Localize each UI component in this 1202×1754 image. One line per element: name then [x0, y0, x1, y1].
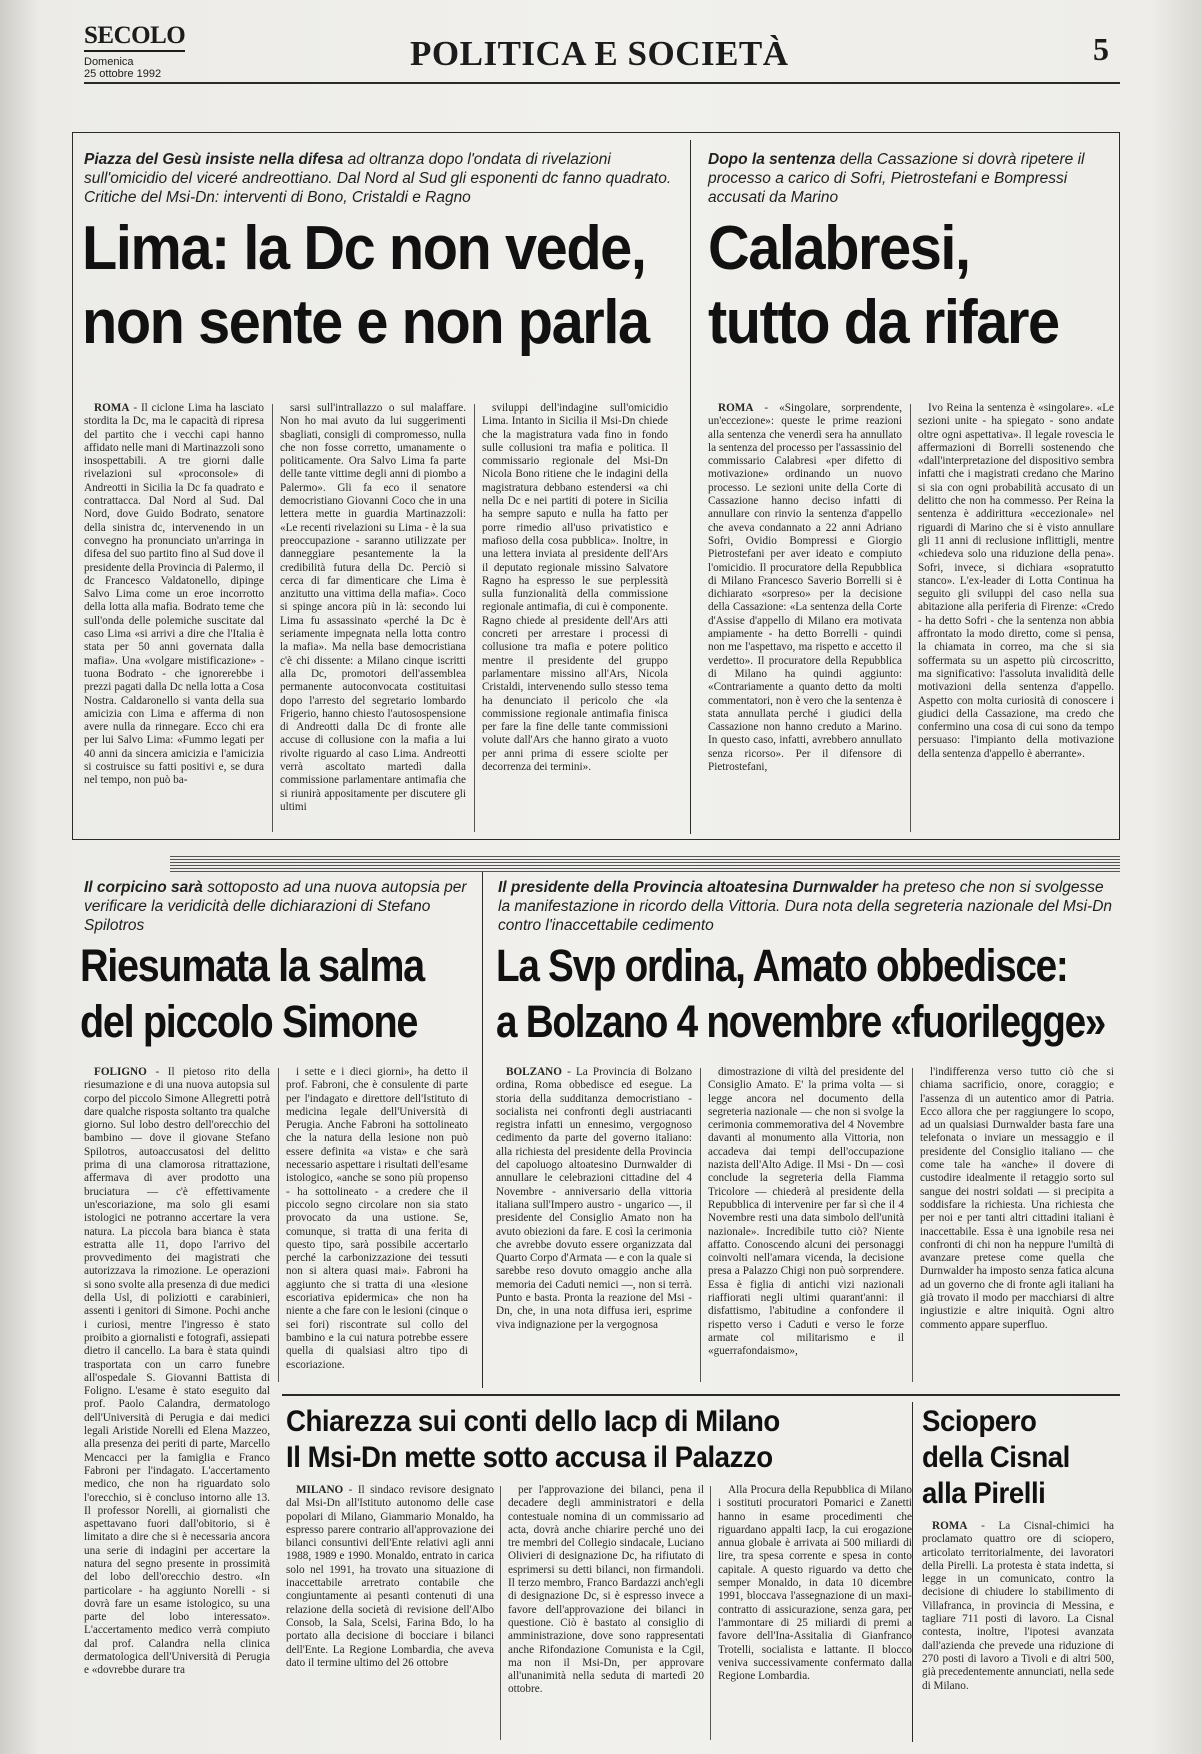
simone-column-2 — [286, 1066, 468, 1384]
calabresi-kicker — [708, 150, 1108, 207]
svp-col2-text: dimostrazione di viltà del presidente del Consiglio Amato. E' la prima volta — si legge ancora nel documento della segreteria nazionale — che non si svolge la cerimonia commemorativa del 4 Novembre davanti al monumento alla Vittoria, non accadeva dai tempi dell'occupazione nazista dell'Alto Adige. Il Msi - Dn — così conclude la segreteria della Fiamma Tricolore — chiederà al presidente della Repubblica di intervenire per far sì che il 4 Novembre resti una data simbolo dell'unità nazionale». Incredibile tutto ciò? Niente affatto. Conoscendo alcuni dei personaggi coinvolti nell'amara vicenda, la decisione presa a Palazzo Chigi non può sorprendere. Essa è figlia di antichi vizi nazionali riaffiorati negli ultimi quarant'anni: il disfattismo, l'abitudine a confondere il rispetto verso i Caduti e verso le forze armate col militarismo e il «guerrafondaismo», — [708, 1066, 904, 1358]
iacp-col1-text: - Il sindaco revisore designato dal Msi-Dn all'Istituto autonomo delle case popolari di Milano, Giammario Monaldo, ha espresso parere contrario all'approvazione dei bilanci consuntivi dell'Ente relativi agli anni 1988, 1989 e 1990. Monaldo, entrato in carica solo nel 1991, ha trovato una situazione di inaccettabile arretrato contabile che congiuntamente ai pesanti contenuti di una relazione della società di revisione dell'Albo Consob, la Sala, Scelsi, Farina Bdo, lo ha portato alla decisione di bocciare i bilanci dell'Ente. La Regione Lombardia, che aveva dato il termine ultimo del 26 ottobre — [286, 1484, 494, 1669]
simone-dateline: FOLIGNO — [94, 1066, 147, 1078]
svp-col3-text: l'indifferenza verso tutto ciò che si chiama sacrificio, onore, coraggio; e l'assenza di un autentico amor di Patria. Ecco allora che per raggiungere lo scopo, ad un qualsiasi Durnwalder basta fare una telefonata o inviare un messaggio e il presidente del Consiglio italiano — che come tale ha «anche» il dovere di custodire idealmente il retaggio sorto sul sangue dei nostri soldati — si precipita a soddisfare la richiesta. Una richiesta che per noi e per tanti altri cittadini italiani è inaccettabile. Essa è una ignobile resa nei confronti di chi non ha neppure l'umiltà di avanzare pretese come quella che Durnwalder ha imposto senza fatica alcuna ad un governo che di fronte agli italiani ha già trovato il modo per macchiarsi di altre ingiustizie e altre iniquità. Ogni altro commento appare superfluo. — [920, 1066, 1114, 1331]
article-separator — [912, 1402, 913, 1742]
cisnal-headline — [922, 1404, 1070, 1512]
iacp-headline-line-2: Il Msi-Dn mette sotto accusa il Palazzo — [286, 1441, 773, 1474]
calabresi-kicker-text: della Cassazione si dovrà ripetere il processo a carico di Sofri, Pietrostefani e Bompressi accusati da Marino — [708, 151, 1085, 206]
iacp-headline — [286, 1404, 780, 1476]
calabresi-col1-text: - «Singolare, sorprendente, un'eccezione»: queste le prime reazioni alla sentenza che venerdì sera ha annullato la sentenza del processo per l'assassinio del commissario Calabresi «per difetto di motivazione» ordinando un nuovo processo. Le sezioni unite della Corte di Cassazione hanno deciso infatti di annullare con rinvio la sentenza d'appello che aveva condannato a 22 anni Adriano Sofri, Ovidio Bompressi e Giorgio Pietrostefani per aver ideato e compiuto l'omicidio. Il procuratore della Repubblica di Milano Francesco Saverio Borrelli si è dichiarato «sorpreso» per la decisione della Cassazione: «La sentenza della Corte d'Assise d'appello di Milano era motivata ampiamente - ha detto Borrelli - quindi non me l'aspettavo, ma rispetto e accetto il verdetto». Il procuratore della Repubblica di Milano ha quindi aggiunto: «Contrariamente a quanto detto da molti commentatori, non è vero che la sentenza è stata annullata perché i giudici della Cassazione non hanno creduto a Marino. In questo caso, infatti, avrebbero annullato senza ricorso». Per il difensore di Pietrostefani, — [708, 402, 902, 774]
page-number: 5 — [1093, 31, 1109, 67]
iacp-column-3 — [718, 1484, 912, 1742]
cisnal-col1-text: - La Cisnal-chimici ha proclamato quattro ore di sciopero, articolato territorialmente, dei lavoratori della Pirelli. La protesta è stata indetta, si legge in un comunicato, contro la decisione di chiudere lo stabilimento di Villafranca, in provincia di Messina, e tagliare 711 posti di lavoro. La Cisnal contesta, inoltre, l'ipotesi avanzata dall'azienda che prevede una riduzione di 270 posti di lavoro a Tivoli e di altri 500, già precedentemente annunciati, nella sede di Milano. — [922, 1520, 1114, 1692]
simone-col1-text: - Il pietoso rito della riesumazione e di una nuova autopsia sul corpo del piccolo Simone Allegretti potrà dare qualche risposta soltanto tra qualche giorno. Sul lobo destro dell'orecchio del bambino — dove il giovane Stefano Spilotros, autoaccusatosi del delitto prima di una clamorosa ritrattazione, affermava di aver prodotto una bruciatura — c'è effettivamente un'escoriazione, ma solo gli esami istologici ne potranno accertare la vera natura. La piccola bara bianca è stata estratta alle 11, dopo l'arrivo del provvedimento dei magistrati che autorizzava la rimozione. Le operazioni si sono svolte alla presenza di due medici della Usl, di poliziotti e carabinieri, assenti i genitori di Simone. Pochi anche i curiosi, mentre l'ingresso è stato proibito a giornalisti e fotografi, assiepati dietro il cancello. La bara è stata quindi trasportata con un carro funebre all'ospedale S. Giovanni Battista di Foligno. L'esame è stato eseguito dal prof. Paolo Calandra, dermatologo dell'Università di Perugia e dai medici legali Aristide Norelli ed Elena Mazzeo, alla presenza dei periti di parte, Marcello Mencacci per la famiglia e Franco Fabroni per l'indagato. L'accertamento medico, che non ha riguardato solo l'orecchio, si è concluso intorno alle 13. Il professor Norelli, ai giornalisti che aspettavano fuori dall'obitorio, si è limitato a dire che si è necessaria ancora una serie di indagini per accertare la natura del segno presente in prossimità del lobo dell'orecchio destro. «In particolare - ha aggiunto Norelli - si dovrà fare un esame istologico, su una parte del lobo interessato». L'accertamento medico verrà compiuto dal prof. Calandra nella clinica dermatologica dell'Università di Perugia e «dovrebbe durare tra — [84, 1066, 270, 1677]
bottom-section-rule — [282, 1394, 1120, 1396]
column-rule — [272, 404, 273, 832]
calabresi-headline — [708, 212, 1059, 360]
lima-col3-text: sviluppi dell'indagine sull'omicidio Lima. Intanto in Sicilia il Msi-Dn chiede che la magistratura vada fino in fondo sulle collusioni tra mafia e politica. Il commissario regionale del Msi-Dn Nicola Bono ritiene che le indagini della magistratura debbano estendersi «a chi nella Dc e nei partiti di potere in Sicilia ha sempre saputo e nulla ha fatto per porre rimedio all'uso privatistico e mafioso della cosa pubblica». Inoltre, in una lettera inviata al presidente dell'Ars il deputato regionale missino Salvatore Ragno ha espresso le sue perplessità sulla funzionalità della commissione regionale antimafia, di cui è componente. Ragno chiede al presidente dell'Ars atti concreti per arrestare i processi di collusione tra mafia e potere politico mentre il presidente del gruppo parlamentare missino all'Ars, Nicola Cristaldi, intervenendo sullo stesso tema ha denunciato il pericolo che «la commissione regionale antimafia finisca per fare la fine delle tante commissioni volute dall'Ars che hanno girato a vuoto per anni prima di essere sciolte per decorrenza dei termini». — [482, 402, 668, 774]
column-rule — [500, 1486, 501, 1740]
cisnal-headline-line-1: Sciopero — [922, 1405, 1037, 1438]
calabresi-headline-line-1: Calabresi, — [708, 214, 970, 283]
svp-headline — [496, 938, 1105, 1050]
top-rule — [84, 82, 1120, 84]
simone-col2-text: i sette e i dieci giorni», ha detto il prof. Fabroni, che è consulente di parte per l'indagato e direttore dell'Istituto di medicina legale dell'Università di Perugia. Anche Fabroni ha sottolineato che la natura della lesione non può essere definita «a vista» e che sarà necessario aspettare i risultati dell'esame istologico, «anche se sono più propenso - ha sottolineato - a credere che il piccolo segno circolare non sia stato provocato da una ustione. Se, comunque, si tratta di una ferita di questo tipo, sarà possibile accertarlo perché la carbonizzazione dei tessuti non si altera quasi mai». Fabroni ha aggiunto che si tratta di una «lesione escoriativa epidermica» che non ha niente a che fare con le lesioni (cinque o sei fori) riscontrate sul collo del bambino e la cui natura potrebbe essere quella di qualsiasi altro tipo di escoriazione. — [286, 1066, 468, 1371]
svp-dateline: BOLZANO — [506, 1066, 562, 1078]
iacp-column-2 — [508, 1484, 704, 1742]
iacp-col2-text: per l'approvazione dei bilanci, pena il decadere degli amministratori e della contestuale nomina di un commissario ad acta, dovrà anche chiarire perché uno dei tre membri del Collegio sindacale, Luciano Olivieri di designazione Dc, ha rifiutato di esprimersi su detti bilanci, non firmandoli. Il terzo membro, Franco Bardazzi anch'egli di designazione Dc, si è espresso invece a favore dell'approvazione dei bilanci in questione. Ciò è bastato al consiglio di amministrazione, dove sono rappresentati anche Rifondazione Comunista e la Cgil, ma non il Msi-Dn, per approvare all'unanimità nella seduta di martedì 20 ottobre. — [508, 1484, 704, 1696]
svp-column-1 — [496, 1066, 692, 1384]
lima-kicker-text: ad oltranza dopo l'ondata di rivelazioni sull'omicidio del viceré andreottiano. Dal Nord al Sud gli esponenti dc fanno quadrato. Critiche del Msi-Dn: interventi di Bono, Cristaldi e Ragno — [84, 151, 672, 206]
article-separator — [482, 872, 483, 1388]
svp-headline-line-1: La Svp ordina, Amato obbedisce: — [496, 940, 1068, 991]
simone-kicker-text: sottoposto ad una nuova autopsia per verificare la veridicità delle dichiarazioni di Stefano Spilotros — [84, 879, 467, 934]
lima-headline-line-2: non sente e non parla — [82, 288, 649, 357]
svp-headline-line-2: a Bolzano 4 novembre «fuorilegge» — [496, 996, 1106, 1047]
cisnal-column-1 — [922, 1520, 1114, 1742]
simone-kicker-bold: Il corpicino sarà — [84, 879, 203, 896]
cisnal-dateline: ROMA — [932, 1520, 968, 1532]
column-rule — [910, 404, 911, 832]
iacp-dateline: MILANO — [296, 1484, 344, 1496]
cisnal-headline-line-2: della Cisnal — [922, 1441, 1070, 1474]
lima-column-1 — [84, 402, 264, 834]
simone-column-1 — [84, 1066, 270, 1742]
column-rule — [700, 1068, 701, 1382]
lima-column-2 — [280, 402, 466, 834]
calabresi-kicker-bold: Dopo la sentenza — [708, 151, 836, 168]
simone-headline-line-1: Riesumata la salma — [80, 940, 424, 991]
lima-dateline: ROMA — [94, 402, 130, 414]
svp-kicker-text: ha preteso che non si svolgesse la manifestazione in ricordo della Vittoria. Dura nota della segreteria nazionale del Msi-Dn contro l'inaccettabile cedimento — [498, 879, 1113, 934]
simone-kicker — [84, 878, 484, 935]
svp-column-2 — [708, 1066, 904, 1384]
lima-headline — [82, 212, 649, 360]
svp-kicker-bold: Il presidente della Provincia altoatesina Durnwalder — [498, 879, 878, 896]
iacp-headline-line-1: Chiarezza sui conti dello Iacp di Milano — [286, 1405, 780, 1438]
article-separator — [690, 140, 691, 834]
lima-kicker-bold: Piazza del Gesù insiste nella difesa — [84, 151, 344, 168]
simone-headline — [80, 938, 424, 1050]
masthead-day: Domenica — [84, 56, 134, 68]
calabresi-col2-text: Ivo Reina la sentenza è «singolare». «Le sezioni unite - ha spiegato - sono andate oltre ogni aspettativa». Il legale rovescia le affermazioni di Borrelli sostenendo che «dall'interpretazione del dispositivo sembra infatti che i magistrati credano che Marino si sia con ogni probabilità accusato di un delitto che non ha commesso. Per Reina la sentenza è addirittura «eccezionale» nel riguardi di Marino che si è visto annullare gli 11 anni di reclusione inflittigli, mentre «chiedeva solo una riduzione della pena». Sofri, invece, si dichiara «sopratutto stanco». L'ex-leader di Lotta Continua ha seguito gli sviluppi del caso nella sua abitazione alla periferia di Firenze: «Credo - ha detto Sofri - che la sentenza non abbia affrontato la modo diretto, come si pensa, la chiamata in correo, ma che si sia soffermata su un aspetto più circoscritto, ma significativo: l'assoluta invalidità delle motivazioni della sentenza d'appello. Aspetto con molta curiosità di conoscere i giudici della Cassazione, ma credo che confermino una cosa di cui sono da tempo persuaso: l'impianto della motivazione della sentenza d'appello è aberrante». — [918, 402, 1114, 760]
section-divider-band — [170, 856, 1120, 872]
calabresi-headline-line-2: tutto da rifare — [708, 288, 1059, 357]
lima-headline-line-1: Lima: la Dc non vede, — [82, 214, 646, 283]
svp-column-3 — [920, 1066, 1114, 1384]
lima-col2-text: sarsi sull'intrallazzo o sul malaffare. Non ho mai avuto da lui suggerimenti sbagliati, consigli di compromesso, nulla che non fosse corretto, umanamente o politicamente. Ora Salvo Lima fa parte delle tante vittime degli anni di piombo a Palermo». Gli fa eco il senatore democristiano Giovanni Coco che in una lettera mette in guardia Martinazzoli: «Le recenti rivelazioni su Lima - è la sua preoccupazione - saranno utilizzate per danneggiare pesantemente la la credibilità futura della Dc. Perciò si cerca di far dimenticare che Lima è anzitutto una vittima della mafia». Coco si spinge ancora più in là: secondo lui Lima fu assassinato «perché la Dc è seriamente impegnata nella lotta contro la mafia». Ma nella base democristiana c'è chi dissente: a Milano cinque iscritti alla Dc, promotori dell'assemblea permanente autoconvocata costituitasi dopo l'arresto del segretario lombardo Frigerio, hanno chiesto l'autosospensione di Andreotti dalla Dc di fronte alle accuse di collusione con la mafia a lui rivolte riguardo al caso Lima. Andreotti verrà ascoltato martedì dalla commissione parlamentare antimafia che si riunirà appositamente per discutere gli ultimi — [280, 402, 466, 813]
column-rule — [474, 404, 475, 832]
svp-col1-text: - La Provincia di Bolzano ordina, Roma obbedisce ed esegue. La storia della sudditanza democristiano - socialista nei confronti degli austriacanti registra infatti un ennesimo, vergognoso cedimento da parte del governo italiano: alla richiesta del presidente della Provincia del capoluogo altoatesino Durnwalder di annullare le celebrazioni cittadine del 4 Novembre - anniversario della vittoria italiana sull'Impero austro - ungarico —, il presidente del Consiglio Amato non ha avuto obiezioni da fare. E così la cerimonia che avrebbe dovuto essere organizzata dal Quarto Corpo d'Armata — e con la quale si sarebbe reso dovuto omaggio anche alla memoria dei Caduti nemici —, non si terrà. Punto e basta. Pronta la reazione del Msi - Dn, che, in una nota diffusa ieri, esprime viva indignazione per la vergognosa — [496, 1066, 692, 1331]
section-title: POLITICA E SOCIETÀ — [410, 34, 789, 73]
masthead-date: 25 ottobre 1992 — [84, 68, 162, 80]
iacp-column-1 — [286, 1484, 494, 1742]
calabresi-column-1 — [708, 402, 902, 834]
lima-col1-text: - Il ciclone Lima ha lasciato stordita la Dc, ma le capacità di ripresa del partito che i vecchi capi hanno affidato nelle mani di Martinazzoli sono insospettabili. A tre giorni dalle rivelazioni sul «proconsole» di Andreotti in Sicilia la Dc fa quadrato e contrattacca. Dal Nord al Sud. Dal Nord, dove Guido Bodrato, senatore della sinistra dc, intervenendo in un convegno ha pronunciato un'arringa in difesa del suo partito fino al Sud dove il presidente della Provincia di Palermo, il dc Francesco Valdatonello, dipinge Salvo Lima come un eroe incorrotto della lotta alla mafia. Bodrato teme che sull'onda delle polemiche suscitate dal caso Lima «si arrivi a dire che l'Italia è stata per 50 anni governata dalla mafia». Una «volgare mistificazione» - tuona Bodrato - che ignorerebbe i prezzi pagati dalla Dc nella lotta a Cosa Nostra. Caldaronello si vanta della sua amicizia con Lima e afferma di non avere nulla da rinnegare. Ecco chi era per lui Salvo Lima: «Fummo legati per 40 anni da sincera amicizia e l'amicizia si costruisce su fatti positivi e, se dura nel tempo, non può ba- — [84, 402, 264, 787]
column-rule — [912, 1068, 913, 1382]
lima-kicker — [84, 150, 674, 207]
svp-kicker — [498, 878, 1118, 935]
calabresi-dateline: ROMA — [718, 402, 754, 414]
column-rule — [710, 1486, 711, 1740]
calabresi-column-2 — [918, 402, 1114, 834]
iacp-col3-text: Alla Procura della Repubblica di Milano i sostituti procuratori Pomarici e Zanetti hanno in esame procedimenti che riguardano appalti Iacp, la cui erogazione annua globale è arrivata ai 500 miliardi di lire, tra spesa corrente e spesa in conto capitale. A questo riguardo va detto che semper Monaldo, in data 10 dicembre 1991, bloccava l'assegnazione di un maxi-contratto di assicurazione, senza gara, per l'ammontare di 25 miliardi di premi a favore dell'Ina-Assitalia di Gianfranco Trotelli, socialista e lattante. Il blocco veniva successivamente confermato dalla Regione Lombardia. — [718, 1484, 912, 1683]
masthead-logo: SECOLO — [84, 22, 185, 52]
simone-headline-line-2: del piccolo Simone — [80, 996, 418, 1047]
column-rule — [278, 1068, 279, 1382]
cisnal-headline-line-3: alla Pirelli — [922, 1477, 1046, 1510]
lima-column-3 — [482, 402, 668, 834]
